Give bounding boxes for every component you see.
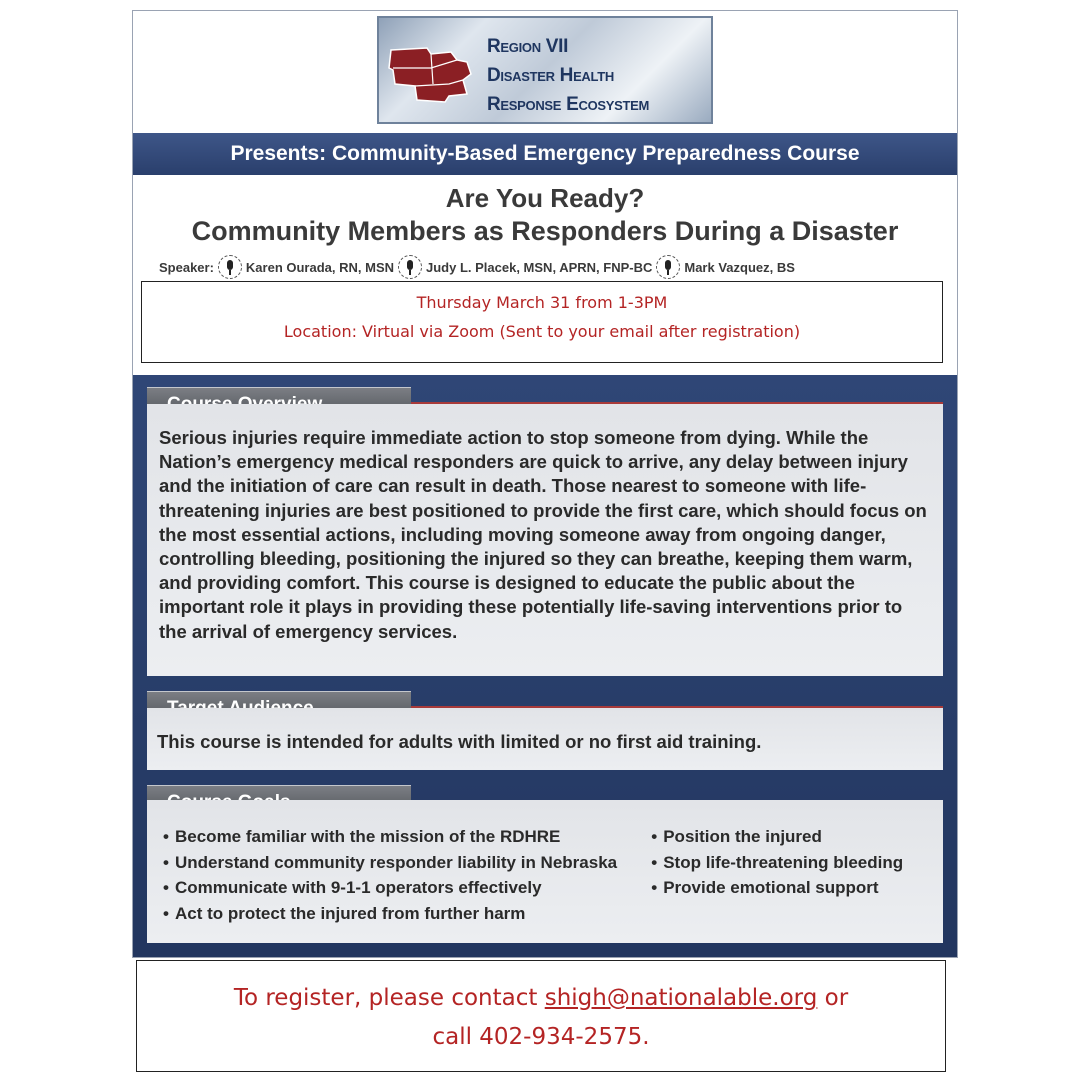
speakers-row [159,255,949,279]
course-overview-text: Serious injuries require immediate action to stop someone from dying. While the Nation’s emergency medical responders are quick to arrive, any delay between injury and the initiation of care can result in death. Those nearest to someone with life-threatening injuries are best positioned to provide the first care, which should focus on the most essential actions, including moving someone away from ongoing danger, controlling bleeding, positioning the injured so they can breathe, keeping them warm, and providing comfort. This course is designed to educate the public about the important role it plays in providing these potentially life-saving interventions prior to the arrival of emergency services. [147,404,943,676]
logo-line-2: Disaster Health [487,65,614,86]
microphone-icon [398,255,422,279]
course-goals-list [147,800,943,943]
goals-column-1 [157,824,645,926]
target-audience-text: This course is intended for adults with limited or no first aid training. [147,708,943,770]
title-line-1: Are You Ready? [445,183,645,213]
registration-line-1: To register, please contact shigh@nationalable.org or [233,985,849,1011]
goal-item: • Communicate with 9-1-1 operators effectively [163,878,542,897]
speaker-name: Judy L. Placek, MSN, APRN, FNP-BC [426,259,653,275]
title-line-2: Community Members as Responders During a Disaster [191,216,899,246]
goal-item: • Stop life-threatening bleeding [651,852,904,872]
logo-line-1: Region VII [487,36,569,57]
microphone-icon [656,255,680,279]
logo-text [487,32,707,119]
registration-email-link[interactable]: shigh@nationalable.org [544,985,818,1011]
speaker-name: Karen Ourada, RN, MSN [245,259,395,275]
presents-banner: Presents: Community-Based Emergency Preparedness Course [133,133,957,175]
speaker-name: Mark Vazquez, BS [684,259,795,275]
goal-item: • Act to protect the injured from further harm [163,903,526,923]
registration-box [136,960,946,1072]
event-location: Location: Virtual via Zoom (Sent to your email after registration) [283,322,801,341]
registration-phone: call 402-934-2575. [432,1024,650,1050]
goal-item: • Understand community responder liability in Nebraska [163,852,618,872]
event-date-time: Thursday March 31 from 1-3PM [416,293,668,312]
logo-line-3: Response Ecosystem [487,94,650,115]
rdhre-logo [377,16,713,124]
flyer [132,10,958,958]
speaker-label: Speaker: [159,259,214,275]
event-details-box [141,281,943,363]
goal-item: • Become familiar with the mission of the RDHRE [163,827,561,846]
microphone-icon [218,255,242,279]
goals-column-2 [645,824,933,926]
goal-item: • Position the injured [651,827,822,846]
goal-item: • Provide emotional support [651,878,879,897]
region-map-icon [387,40,479,108]
